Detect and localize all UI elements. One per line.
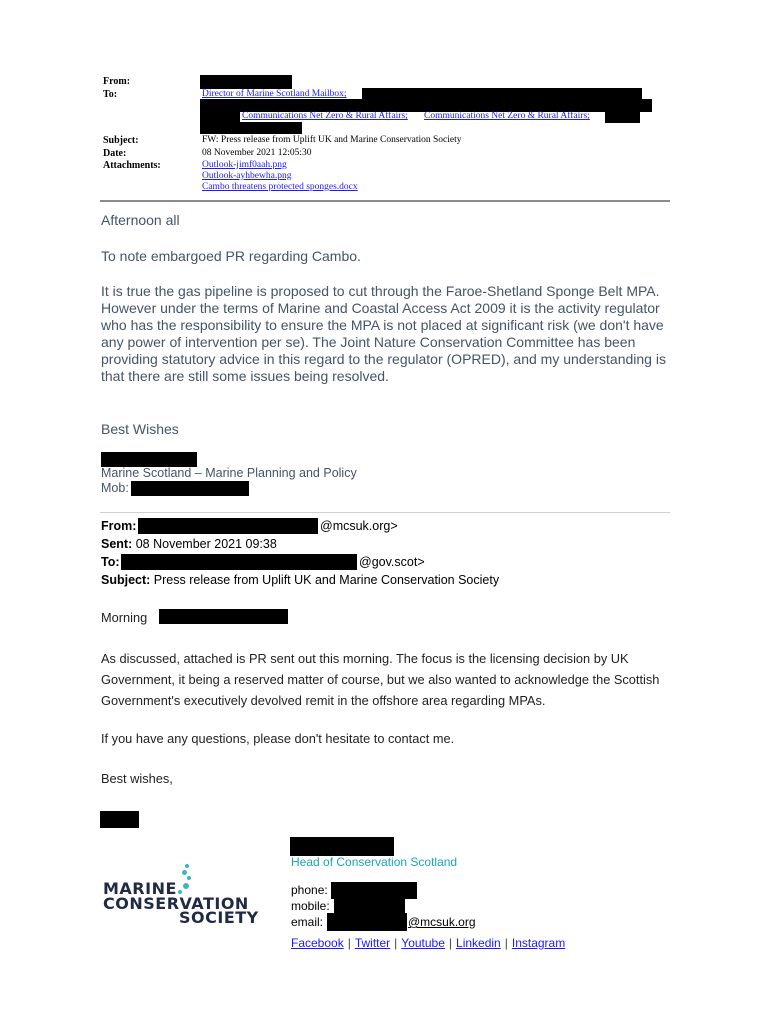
outer-greeting: Afternoon all	[101, 212, 180, 228]
fwd-subject-label: Subject:	[101, 573, 151, 587]
fwd-to-domain: @gov.scot>	[359, 555, 425, 569]
subject-value: FW: Press release from Uplift UK and Marine Conservation Society	[202, 135, 462, 145]
outer-para1: To note embargoed PR regarding Cambo.	[101, 248, 361, 264]
outer-para2: It is true the gas pipeline is proposed to cut through the Faroe-Shetland Sponge Belt MPA. However under the terms of Marine and Coastal Access Act 2009 it is the activity regulator who has the responsibility to ensure the MPA is not placed at significant risk (we don't have any power of intervention per se). The Joint Nature Conservation Committee has been providing statutory advice in this regard to the regulator (OPRED), and my understanding is that there are still some issues being resolved.	[101, 283, 666, 384]
youtube-link[interactable]: Youtube	[401, 936, 445, 950]
logo-word-conservation: CONSERVATION	[103, 894, 249, 913]
fwd-from-line	[101, 519, 136, 533]
redaction	[138, 518, 318, 534]
outer-sig-mob-label: Mob:	[101, 481, 129, 495]
to-recipient-link[interactable]: Director of Marine Scotland Mailbox;	[202, 89, 347, 99]
linkedin-link[interactable]: Linkedin	[456, 936, 501, 950]
date-label: Date:	[103, 148, 127, 159]
fwd-to-line	[101, 555, 120, 569]
outer-sig-org: Marine Scotland – Marine Planning and Policy	[101, 466, 357, 480]
from-label: From:	[103, 76, 131, 87]
to-recipient-link[interactable]: Communications Net Zero & Rural Affairs;	[242, 111, 408, 121]
sig-title: Head of Conservation Scotland	[291, 855, 458, 869]
outer-closing: Best Wishes	[101, 421, 179, 437]
fwd-para1: As discussed, attached is PR sent out this morning. The focus is the licensing decision by UK Government, it being a reserved matter of course, but we also wanted to acknowledge the Scottish Government's executively devolved remit in the offshore area regarding MPAs.	[101, 651, 660, 708]
header-divider	[100, 200, 670, 202]
redaction	[131, 481, 249, 496]
fwd-closing: Best wishes,	[101, 771, 173, 786]
sig-phone-label: phone:	[291, 883, 328, 897]
to-recipient-link[interactable]: Communications Net Zero & Rural Affairs;	[424, 111, 590, 121]
redaction	[100, 811, 139, 828]
logo-word-society: SOCIETY	[179, 908, 259, 927]
fwd-to-label: To:	[101, 555, 120, 569]
redaction	[605, 111, 640, 123]
facebook-link[interactable]: Facebook	[291, 936, 344, 950]
attachments-label: Attachments:	[103, 160, 161, 171]
to-label: To:	[103, 89, 118, 100]
fwd-sent-value: 08 November 2021 09:38	[135, 537, 277, 551]
fwd-para2: If you have any questions, please don't hesitate to contact me.	[101, 731, 455, 746]
sig-email-link[interactable]: @mcsuk.org	[408, 915, 476, 929]
fwd-from-label: From:	[101, 519, 137, 533]
twitter-link[interactable]: Twitter	[354, 936, 391, 950]
redaction	[159, 609, 288, 624]
subject-label: Subject:	[103, 135, 139, 146]
attachment-link[interactable]: Outlook-jimf0aah.png	[202, 160, 287, 170]
redaction	[331, 882, 417, 899]
redaction	[101, 452, 197, 467]
redaction	[290, 837, 394, 856]
redaction	[121, 554, 357, 570]
fwd-subject-line	[101, 573, 499, 587]
fwd-greeting: Morning	[101, 610, 148, 625]
fwd-subject-value: Press release from Uplift UK and Marine Conservation Society	[153, 573, 500, 587]
date-value: 08 November 2021 12:05:30	[202, 148, 312, 158]
redaction	[327, 913, 407, 931]
marine-conservation-society-logo	[103, 862, 263, 928]
instagram-link[interactable]: Instagram	[511, 936, 566, 950]
sig-mobile-label: mobile:	[291, 899, 330, 913]
redaction	[200, 75, 292, 89]
fwd-sent-label: Sent:	[101, 537, 133, 551]
attachment-link[interactable]: Outlook-ayhbewha.png	[202, 171, 292, 181]
redaction	[200, 122, 302, 134]
fwd-sent-line	[101, 537, 277, 551]
forward-divider	[100, 512, 670, 513]
sig-email-label: email:	[291, 915, 324, 929]
social-links: Facebook | Twitter | Youtube | Linkedin | Instagram	[291, 936, 566, 950]
attachment-link[interactable]: Cambo threatens protected sponges.docx	[202, 182, 358, 192]
fwd-from-domain: @mcsuk.org>	[320, 519, 398, 533]
logo-word-marine: MARINE	[103, 879, 177, 898]
